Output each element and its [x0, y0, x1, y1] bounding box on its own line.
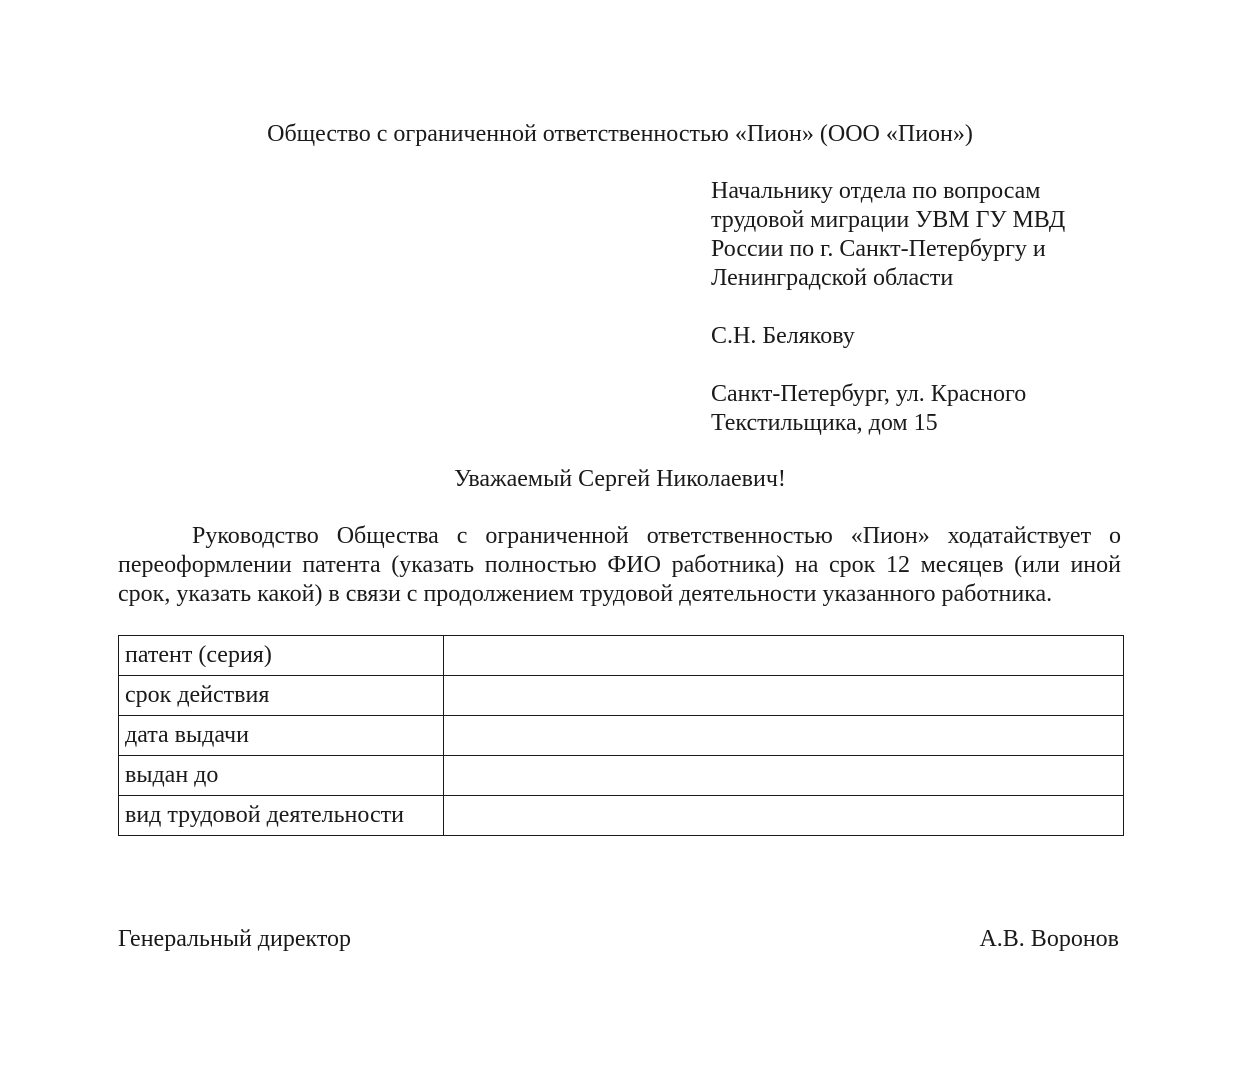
signatory-name: А.В. Воронов [979, 926, 1119, 952]
table-label-cell: выдан до [119, 756, 444, 796]
table-row [119, 716, 1124, 756]
table-value-cell [444, 676, 1124, 716]
table-value-cell [444, 636, 1124, 676]
signatory-title: Генеральный директор [118, 926, 352, 952]
table-label-cell: патент (серия) [119, 636, 444, 676]
salutation: Уважаемый Сергей Николаевич! [454, 466, 786, 492]
patent-info-table [118, 635, 1124, 836]
table-label-cell: вид трудовой деятельности [119, 796, 444, 836]
table-row [119, 756, 1124, 796]
table-row [119, 676, 1124, 716]
addressee-block [711, 177, 1131, 438]
addressee-address [711, 380, 1131, 438]
table-row [119, 796, 1124, 836]
table-label-cell: срок действия [119, 676, 444, 716]
table-row [119, 636, 1124, 676]
addressee-position-line: Начальнику отдела по вопросам [711, 178, 1041, 204]
addressee-position [711, 177, 1131, 293]
body-paragraph: Руководство Общества с ограниченной ответственностью «Пион» ходатайствует о переоформлении патента (указать полностью ФИО работника) на срок 12 месяцев (или иной срок, указать какой) в связи с продолжением трудовой деятельности указанного работника. [118, 523, 1121, 607]
addressee-position-line: России по г. Санкт-Петербургу и [711, 236, 1046, 262]
addressee-address-line: Санкт-Петербург, ул. Красного [711, 381, 1027, 407]
addressee-position-line: трудовой миграции УВМ ГУ МВД [711, 207, 1066, 233]
table-value-cell [444, 756, 1124, 796]
table-value-cell [444, 796, 1124, 836]
addressee-name: С.Н. Белякову [711, 323, 855, 349]
table-label-cell: дата выдачи [119, 716, 444, 756]
table-value-cell [444, 716, 1124, 756]
organization-header: Общество с ограниченной ответственностью «Пион» (ООО «Пион») [267, 121, 973, 147]
addressee-position-line: Ленинградской области [711, 265, 954, 291]
addressee-address-line: Текстильщика, дом 15 [711, 410, 938, 436]
